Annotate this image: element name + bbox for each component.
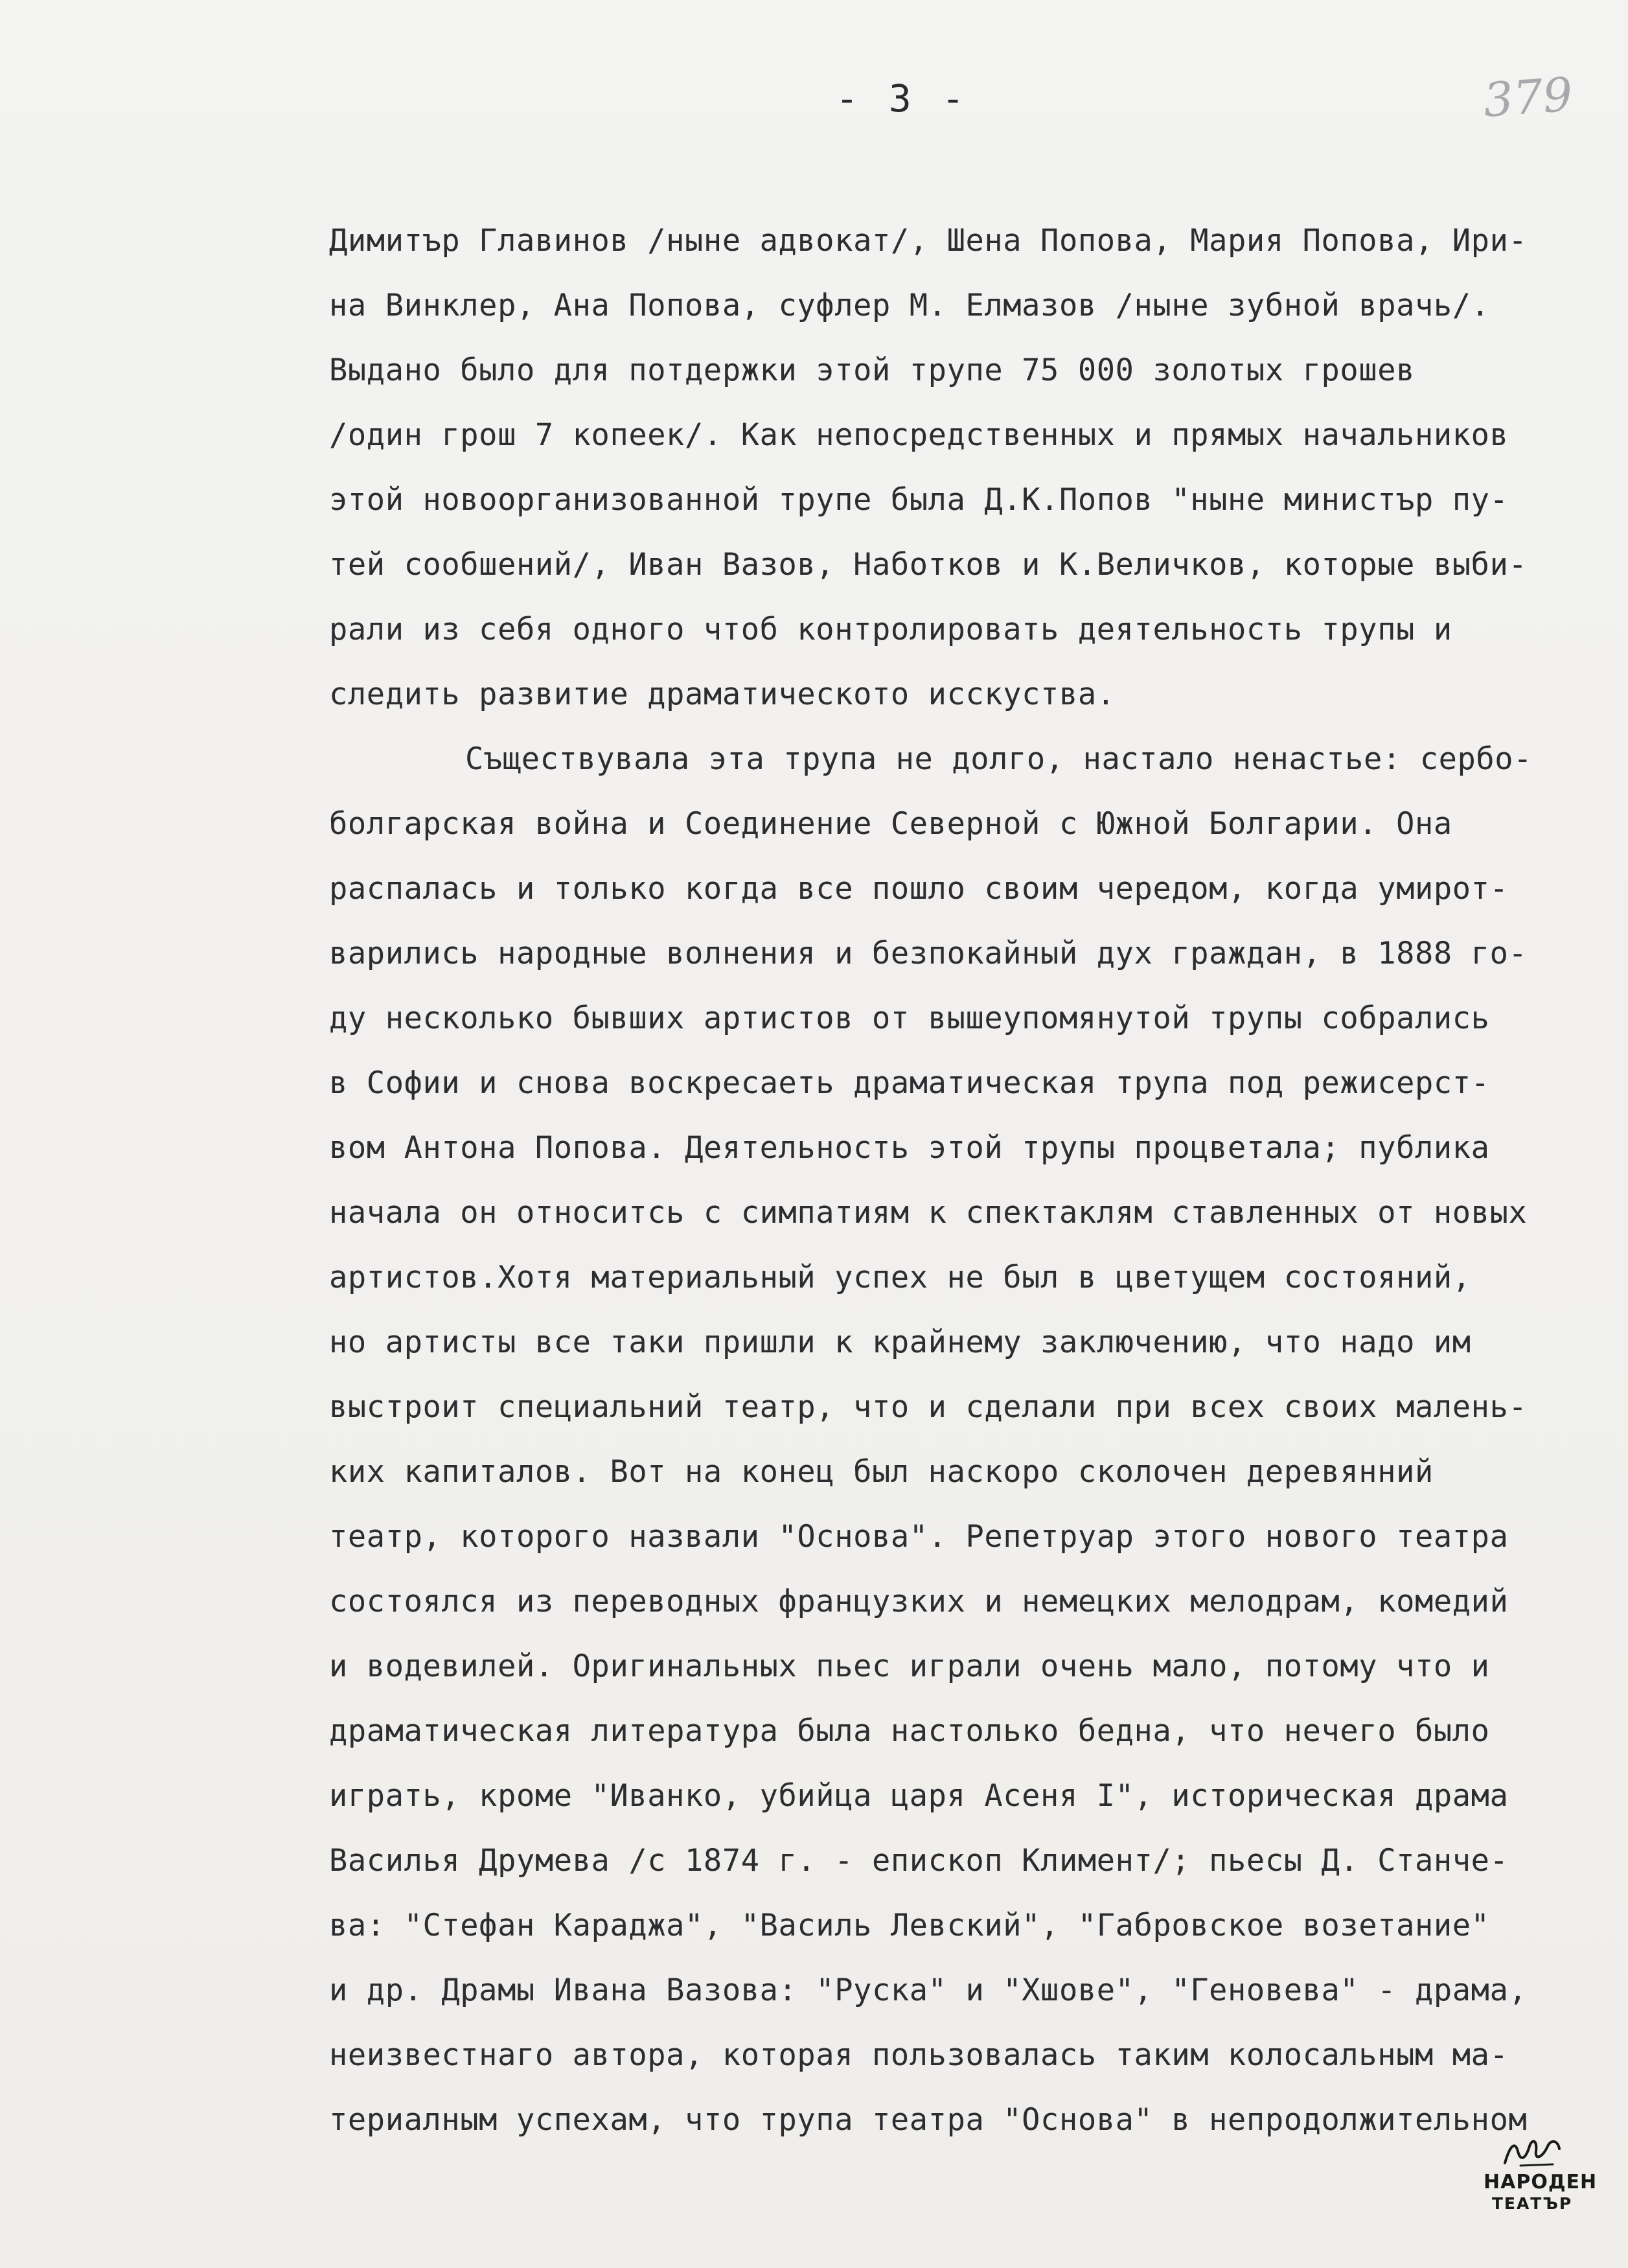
text-line: ду несколько бывших артистов от вышеупомянутой трупы собрались <box>329 1001 1490 1036</box>
national-theatre-logo <box>1484 2132 1598 2249</box>
text-line: варились народные волнения и безпокайный дух граждан, в 1888 го- <box>329 936 1528 971</box>
text-line: рали из себя одного чтоб контролировать деятельность трупы и <box>329 612 1452 647</box>
text-line: играть, кроме "Иванко, убийца царя Асеня I", историческая драма <box>329 1778 1509 1814</box>
logo-text-line2: ТЕАТЪР <box>1491 2194 1573 2213</box>
text-line: артистов.Хотя материальный успех не был в цветущем состояний, <box>329 1260 1471 1295</box>
typed-body-text <box>329 209 1612 2153</box>
text-line: ких капиталов. Вот на конец был наскоро сколочен деревянний <box>329 1454 1434 1490</box>
text-line: вом Антона Попова. Деятельность этой трупы процветала; публика <box>329 1130 1490 1166</box>
text-line: Выдано было для потдержки этой трупе 75 000 золотых грошев <box>329 353 1415 388</box>
text-line: состоялся из переводных французких и немецких мелодрам, комедий <box>329 1584 1509 1619</box>
text-line: и др. Драмы Ивана Вазова: "Руска" и "Хшове", "Геновева" - драма, <box>329 1973 1528 2008</box>
archive-number: 379 <box>1482 67 1575 128</box>
text-line: этой новоорганизованной трупе была Д.К.Попов "ныне министър пу- <box>329 482 1509 518</box>
text-line: болгарская война и Соединение Северной с Южной Болгарии. Она <box>329 806 1452 842</box>
text-line: на Винклер, Ана Попова, суфлер М. Елмазов /ныне зубной врачь/. <box>329 288 1490 323</box>
text-line: Димитър Главинов /ныне адвокат/, Шена Попова, Мария Попова, Ири- <box>329 223 1528 259</box>
text-line: териалным успехам, что трупа театра "Основа" в непродолжительном <box>329 2102 1528 2138</box>
text-line: театр, которого назвали "Основа". Репетруар этого нового театра <box>329 1519 1509 1555</box>
logo-text-line1: НАРОДЕН <box>1484 2171 1598 2193</box>
text-line: тей сообшений/, Иван Вазов, Наботков и К.Величков, которые выби- <box>329 547 1528 583</box>
paragraph-first-line: Съществувала эта трупа не долго, настало ненастье: сербо- <box>465 741 1533 777</box>
text-line: и водевилей. Оригинальных пьес играли очень мало, потому что и <box>329 1649 1490 1684</box>
text-line: в Софии и снова воскресаеть драматическая трупа под режисерст- <box>329 1065 1490 1101</box>
text-line: Василья Друмева /с 1874 г. - епископ Климент/; пьесы Д. Станче- <box>329 1843 1509 1879</box>
text-line: ва: "Стефан Караджа", "Василь Левский", "Габровское возетание" <box>329 1908 1490 1943</box>
text-line: следить развитие драматическото исскуства. <box>329 677 1116 712</box>
text-line: начала он относитсь с симпатиям к спектаклям ставленных от новых <box>329 1195 1528 1231</box>
page-number: - 3 - <box>836 76 969 121</box>
text-line: неизвестнаго автора, которая пользовалась таким колосальным ма- <box>329 2037 1509 2073</box>
text-line: выстроит специальний театр, что и сделали при всех своих малень- <box>329 1389 1528 1425</box>
text-line: /один грош 7 копеек/. Как непосредственных и прямых начальников <box>329 417 1509 453</box>
text-line: драматическая литература была настолько бедна, что нечего было <box>329 1713 1490 1749</box>
text-line: но артисты все таки пришли к крайнему заключению, что надо им <box>329 1325 1471 1360</box>
signature-mark-icon <box>1501 2132 1563 2171</box>
text-line: распалась и только когда все пошло своим чередом, когда умирот- <box>329 871 1509 907</box>
